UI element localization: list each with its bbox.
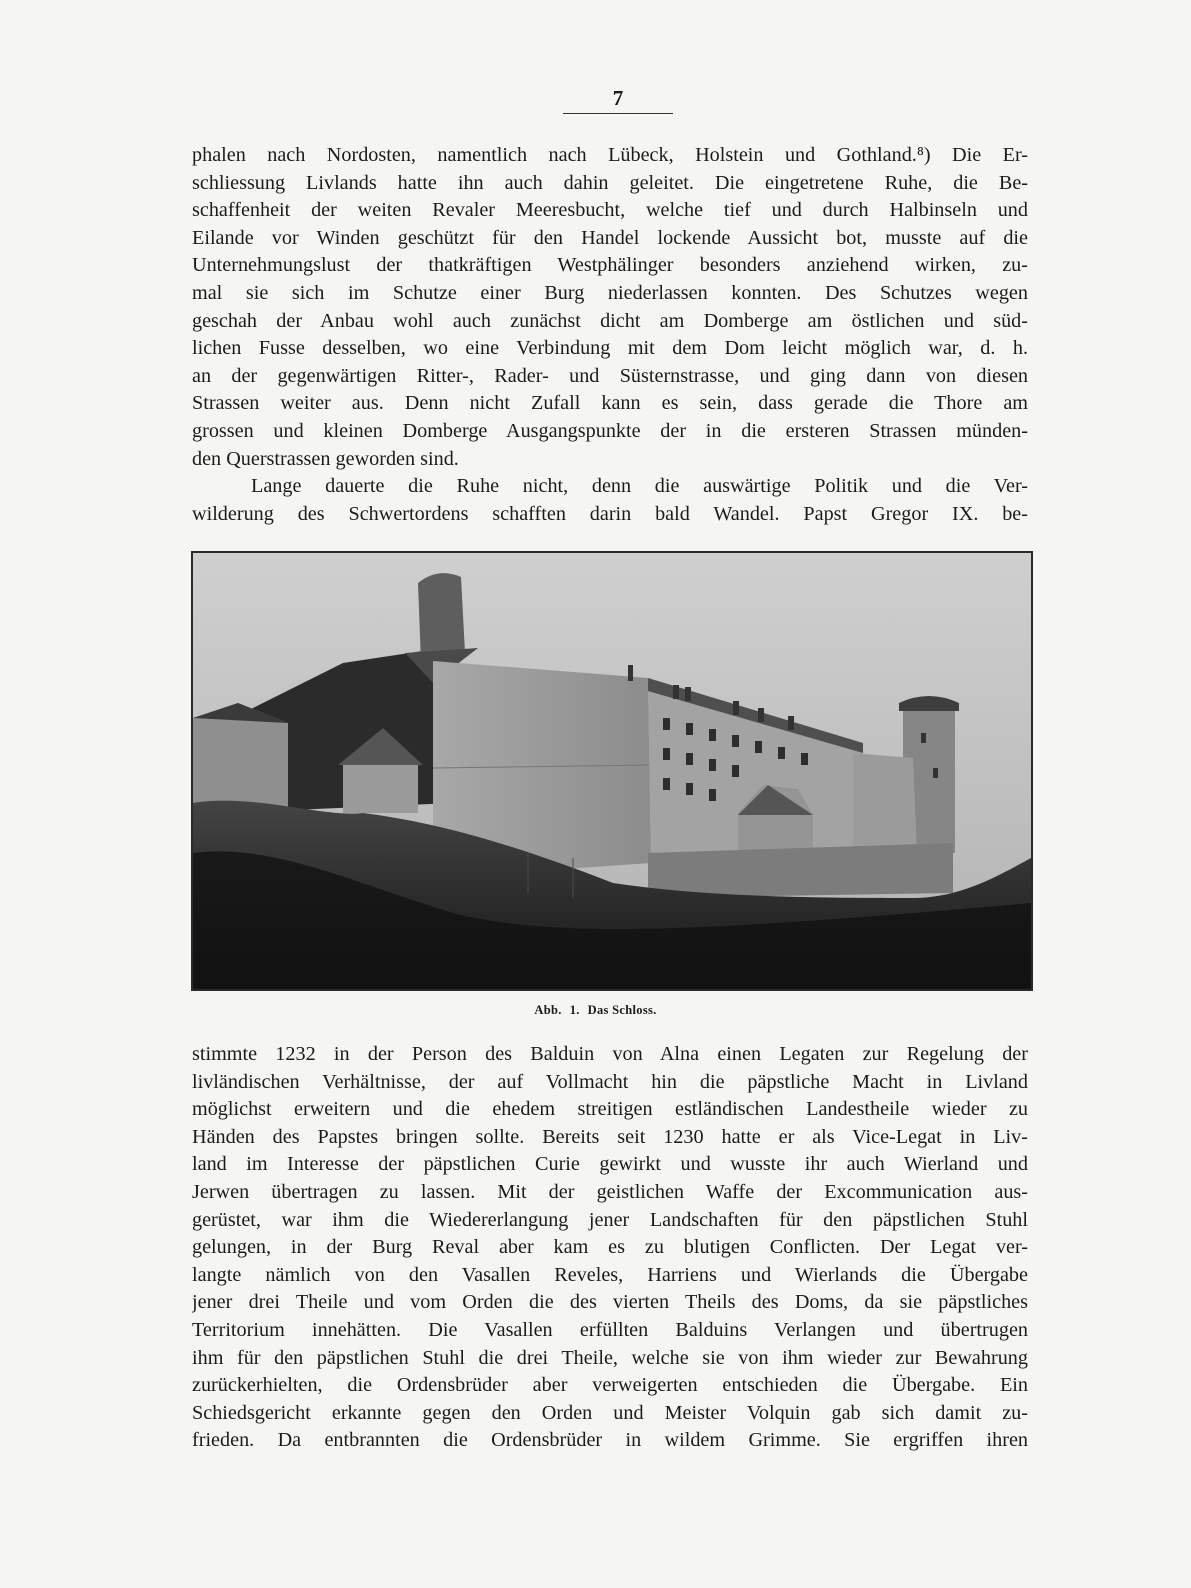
- text-line: langte nämlich von den Vasallen Reveles, Harriens und Wierlands die Übergabe: [192, 1263, 1028, 1286]
- text-line: grossen und kleinen Domberge Ausgangspunkte der in die ersteren Strassen münden-: [192, 419, 1028, 442]
- text-line: Jerwen übertragen zu lassen. Mit der geistlichen Waffe der Excommunication aus-: [192, 1180, 1028, 1203]
- caption-label: Abb.: [534, 1003, 562, 1017]
- paragraph-2: [192, 473, 1028, 528]
- text-line: phalen nach Nordosten, namentlich nach Lübeck, Holstein und Gothland.⁸) Die Er-: [192, 144, 1028, 166]
- text-line: Unternehmungslust der thatkräftigen Westphälinger besonders anziehend wirken, zu-: [192, 254, 1028, 277]
- text-line: möglichst erweitern und die ehedem streitigen estländischen Landestheile wieder zu: [192, 1098, 1028, 1121]
- castle-photograph: [191, 551, 1033, 991]
- caption-title: Das Schloss.: [587, 1003, 657, 1017]
- text-line: den Querstrassen geworden sind.: [192, 447, 459, 470]
- page-number: 7: [563, 86, 673, 114]
- text-line: frieden. Da entbrannten die Ordensbrüder in wildem Grimme. Sie ergriffen ihren: [192, 1429, 1028, 1452]
- text-line: gelungen, in der Burg Reval aber kam es zu blutigen Conflicten. Der Legat ver-: [192, 1236, 1028, 1259]
- text-line: schliessung Livlands hatte ihn auch dahin geleitet. Die eingetretene Ruhe, die Be-: [192, 171, 1028, 194]
- text-line: zurückerhielten, die Ordensbrüder aber verweigerten entschieden die Übergabe. Ein: [192, 1374, 1028, 1397]
- caption-number: 1.: [569, 1003, 580, 1017]
- text-line: Schiedsgericht erkannte gegen den Orden und Meister Volquin gab sich damit zu-: [192, 1401, 1028, 1424]
- text-line: wilderung des Schwertordens schafften darin bald Wandel. Papst Gregor IX. be-: [192, 502, 1028, 525]
- text-line: jener drei Theile und vom Orden die des vierten Theils des Doms, da sie päpstliches: [192, 1291, 1028, 1314]
- text-line: an der gegenwärtigen Ritter-, Rader- und Süsternstrasse, und ging dann von diesen: [192, 364, 1028, 387]
- text-line: Lange dauerte die Ruhe nicht, denn die auswärtige Politik und die Ver-: [251, 475, 1028, 497]
- paragraph-3: [192, 1041, 1028, 1455]
- text-line: Strassen weiter aus. Denn nicht Zufall kann es sein, dass gerade die Thore am: [192, 392, 1028, 415]
- text-line: land im Interesse der päpstlichen Curie gewirkt und wusste ihr auch Wierland und: [192, 1153, 1028, 1176]
- castle-illustration: [193, 553, 1031, 989]
- text-line: stimmte 1232 in der Person des Balduin von Alna einen Legaten zur Regelung der: [192, 1043, 1028, 1065]
- figure-caption: [0, 1003, 1191, 1018]
- text-line: Händen des Papstes bringen sollte. Bereits seit 1230 hatte er als Vice-Legat in Liv-: [192, 1125, 1028, 1148]
- text-line: gerüstet, war ihm die Wiedererlangung jener Landschaften für den päpstlichen Stuhl: [192, 1208, 1028, 1231]
- text-line: Eilande vor Winden geschützt für den Handel lockende Aussicht bot, musste auf die: [192, 226, 1028, 249]
- paragraph-1: [192, 142, 1028, 473]
- text-line: lichen Fusse desselben, wo eine Verbindung mit dem Dom leicht möglich war, d. h.: [192, 337, 1028, 360]
- text-line: ihm für den päpstlichen Stuhl die drei Theile, welche sie von ihm wieder zur Bewahrung: [192, 1346, 1028, 1369]
- text-line: mal sie sich im Schutze einer Burg niederlassen konnten. Des Schutzes wegen: [192, 281, 1028, 304]
- text-line: geschah der Anbau wohl auch zunächst dicht am Domberge am östlichen und süd-: [192, 309, 1028, 332]
- text-line: Territorium innehätten. Die Vasallen erfüllten Balduins Verlangen und übertrugen: [192, 1318, 1028, 1341]
- text-line: schaffenheit der weiten Revaler Meeresbucht, welche tief und durch Halbinseln und: [192, 199, 1028, 222]
- text-line: livländischen Verhältnisse, der auf Vollmacht hin die päpstliche Macht in Livland: [192, 1070, 1028, 1093]
